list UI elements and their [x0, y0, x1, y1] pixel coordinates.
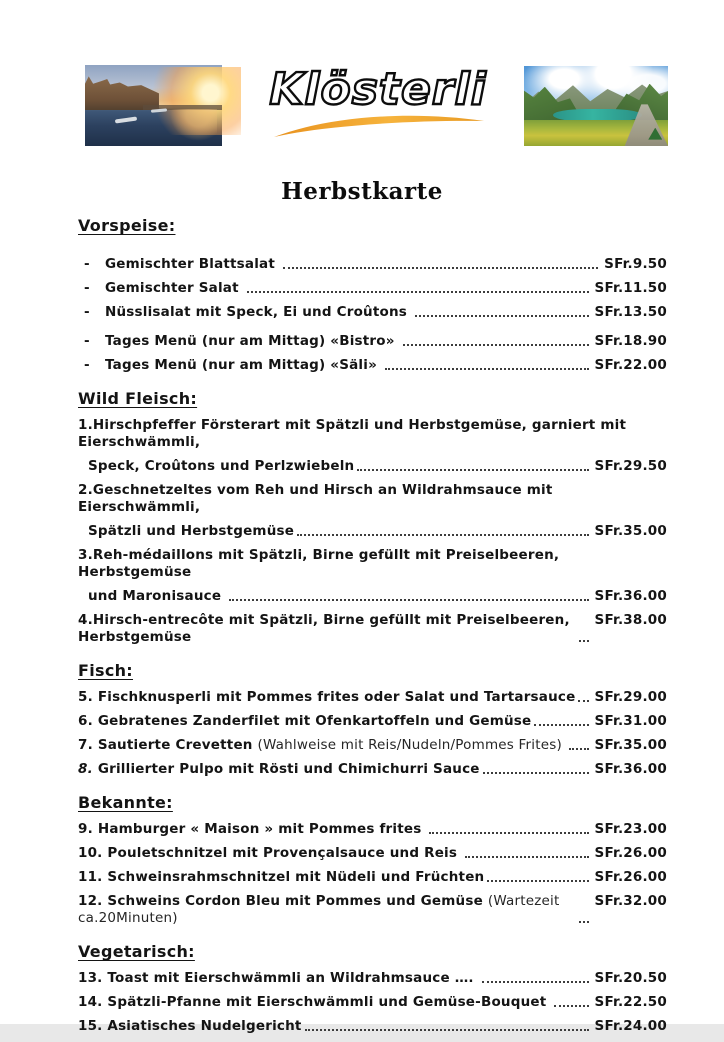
item-text: Gemischter Blattsalat — [105, 256, 280, 272]
bullet-dash: - — [84, 333, 90, 349]
alpine-lake-photo — [524, 66, 668, 146]
item-price: SFr.32.00 — [594, 893, 667, 909]
item-text: 13. Toast mit Eierschwämmli an Wildrahmsauce …. — [78, 970, 479, 986]
item-price: SFr.35.00 — [594, 523, 667, 539]
item-text: 15. Asiatisches Nudelgericht — [78, 1018, 302, 1034]
menu-item — [78, 482, 667, 540]
menu-item — [78, 994, 667, 1011]
item-price: SFr.26.00 — [594, 845, 667, 861]
menu-item — [78, 612, 667, 646]
menu-item-line — [78, 761, 667, 778]
dot-leader — [415, 315, 589, 317]
dot-leader — [429, 832, 588, 834]
dot-leader — [357, 469, 588, 471]
menu-item-line — [78, 1018, 667, 1035]
menu-item — [78, 1018, 667, 1035]
menu-item-line — [78, 523, 667, 540]
section-heading: Fisch: — [78, 661, 134, 680]
item-price: SFr.23.00 — [594, 821, 667, 837]
menu-section — [78, 216, 667, 374]
menu-item — [78, 737, 667, 754]
item-text: 12. Schweins Cordon Bleu mit Pommes und Gemüse (Wartezeit ca.20Minuten) — [78, 893, 564, 926]
item-text: und Maronisauce — [88, 588, 227, 604]
dot-leader — [403, 344, 589, 346]
section-heading: Vegetarisch: — [78, 942, 195, 961]
bullet-dash: - — [84, 357, 90, 373]
menu-item — [78, 333, 667, 350]
item-text: 8. Grillierter Pulpo mit Rösti und Chimichurri Sauce — [78, 761, 480, 777]
menu-section — [78, 942, 667, 1035]
item-price: SFr.35.00 — [594, 737, 667, 753]
menu — [78, 216, 667, 1042]
item-price: SFr.13.50 — [594, 304, 667, 320]
item-text: 4.Hirsch-entrecôte mit Spätzli, Birne gefüllt mit Preiselbeeren, Herbstgemüse — [78, 612, 575, 645]
dot-leader — [534, 724, 588, 726]
section-heading: Wild Fleisch: — [78, 389, 198, 408]
item-price: SFr.22.00 — [594, 357, 667, 373]
menu-item — [78, 357, 667, 374]
bullet-dash: - — [84, 280, 90, 296]
dot-leader — [305, 1029, 589, 1031]
menu-section — [78, 389, 667, 646]
item-text: 5. Fischknusperli mit Pommes frites oder Salat und Tartarsauce — [78, 689, 576, 705]
dot-leader — [569, 748, 588, 750]
item-price: SFr.22.50 — [594, 994, 667, 1010]
item-price: SFr.11.50 — [594, 280, 667, 296]
dot-leader — [229, 599, 588, 601]
menu-item-line — [78, 547, 667, 581]
menu-item-line — [78, 357, 667, 374]
menu-section — [78, 793, 667, 927]
menu-item — [78, 869, 667, 886]
dot-leader — [283, 267, 598, 269]
menu-item-line — [78, 417, 667, 451]
menu-item-line — [78, 869, 667, 886]
menu-item — [78, 689, 667, 706]
menu-item-line — [78, 970, 667, 987]
menu-item-line — [78, 821, 667, 838]
item-text: 9. Hamburger « Maison » mit Pommes frites — [78, 821, 427, 837]
menu-item — [78, 970, 667, 987]
dot-leader — [465, 856, 589, 858]
menu-item — [78, 304, 667, 321]
item-price: SFr.24.00 — [594, 1018, 667, 1034]
item-text: 14. Spätzli-Pfanne mit Eierschwämmli und Gemüse-Bouquet — [78, 994, 552, 1010]
dot-leader — [578, 700, 588, 702]
menu-item-line — [78, 737, 667, 754]
bullet-dash: - — [84, 304, 90, 320]
dot-leader — [579, 640, 589, 642]
menu-item-line — [78, 893, 667, 927]
menu-item — [78, 761, 667, 778]
item-text: Spätzli und Herbstgemüse — [88, 523, 295, 539]
menu-item-line — [78, 333, 667, 350]
section-heading: Bekannte: — [78, 793, 173, 812]
menu-item — [78, 256, 667, 273]
dot-leader — [483, 772, 589, 774]
menu-item — [78, 547, 667, 605]
item-text: Tages Menü (nur am Mittag) «Säli» — [105, 357, 382, 373]
item-text: 1.Hirschpfeffer Försterart mit Spätzli und Herbstgemüse, garniert mit Eierschwämmli, — [78, 417, 632, 450]
item-text: Gemischter Salat — [105, 280, 244, 296]
item-price: SFr.29.00 — [594, 689, 667, 705]
item-text: 7. Sautierte Crevetten (Wahlweise mit Reis/Nudeln/Pommes Frites) — [78, 737, 567, 753]
menu-item-line — [78, 304, 667, 321]
menu-item-line — [78, 713, 667, 730]
menu-item-line — [78, 689, 667, 706]
dot-leader — [554, 1005, 588, 1007]
dot-leader — [487, 880, 588, 882]
item-price: SFr.18.90 — [594, 333, 667, 349]
section-heading: Vorspeise: — [78, 216, 176, 235]
menu-item-line — [78, 458, 667, 475]
menu-item — [78, 821, 667, 838]
item-text: 10. Pouletschnitzel mit Provençalsauce und Reis — [78, 845, 463, 861]
menu-item-line — [78, 588, 667, 605]
item-text: Speck, Croûtons und Perlzwiebeln — [88, 458, 355, 474]
water-reflection-shape — [170, 109, 217, 141]
item-price: SFr.29.50 — [594, 458, 667, 474]
dot-leader — [385, 368, 589, 370]
menu-item-line — [78, 612, 667, 646]
item-price: SFr.38.00 — [594, 612, 667, 628]
dot-leader — [247, 291, 589, 293]
dot-leader — [297, 534, 588, 536]
bullet-dash: - — [84, 256, 90, 272]
item-price: SFr.36.00 — [594, 588, 667, 604]
item-text: 3.Reh-médaillons mit Spätzli, Birne gefüllt mit Preiselbeeren, Herbstgemüse — [78, 547, 565, 580]
page-title: Herbstkarte — [281, 178, 443, 205]
menu-item-line — [78, 845, 667, 862]
item-price: SFr.36.00 — [594, 761, 667, 777]
lake-shape — [553, 109, 642, 121]
menu-item — [78, 417, 667, 475]
menu-item — [78, 280, 667, 297]
item-price: SFr.20.50 — [594, 970, 667, 986]
item-text: Nüsslisalat mit Speck, Ei und Croûtons — [105, 304, 412, 320]
item-price: SFr.31.00 — [594, 713, 667, 729]
item-text: Tages Menü (nur am Mittag) «Bistro» — [105, 333, 400, 349]
menu-item-line — [78, 994, 667, 1011]
dot-leader — [482, 981, 589, 983]
menu-item — [78, 893, 667, 927]
item-price: SFr.26.00 — [594, 869, 667, 885]
menu-item-line — [78, 280, 667, 297]
item-text: 2.Geschnetzeltes vom Reh und Hirsch an Wildrahmsauce mit Eierschwämmli, — [78, 482, 558, 515]
item-price: SFr.9.50 — [604, 256, 667, 272]
menu-section — [78, 661, 667, 778]
item-text: 6. Gebratenes Zanderfilet mit Ofenkartoffeln und Gemüse — [78, 713, 532, 729]
restaurant-logo-text: Klösterli — [269, 64, 487, 115]
item-text: 11. Schweinsrahmschnitzel mit Nüdeli und Früchten — [78, 869, 485, 885]
menu-item-line — [78, 482, 667, 516]
river-city-sunset-photo — [85, 65, 222, 146]
dot-leader — [579, 921, 589, 923]
menu-item — [78, 713, 667, 730]
restaurant-logo — [266, 62, 490, 152]
menu-item — [78, 845, 667, 862]
menu-item-line — [78, 256, 667, 273]
